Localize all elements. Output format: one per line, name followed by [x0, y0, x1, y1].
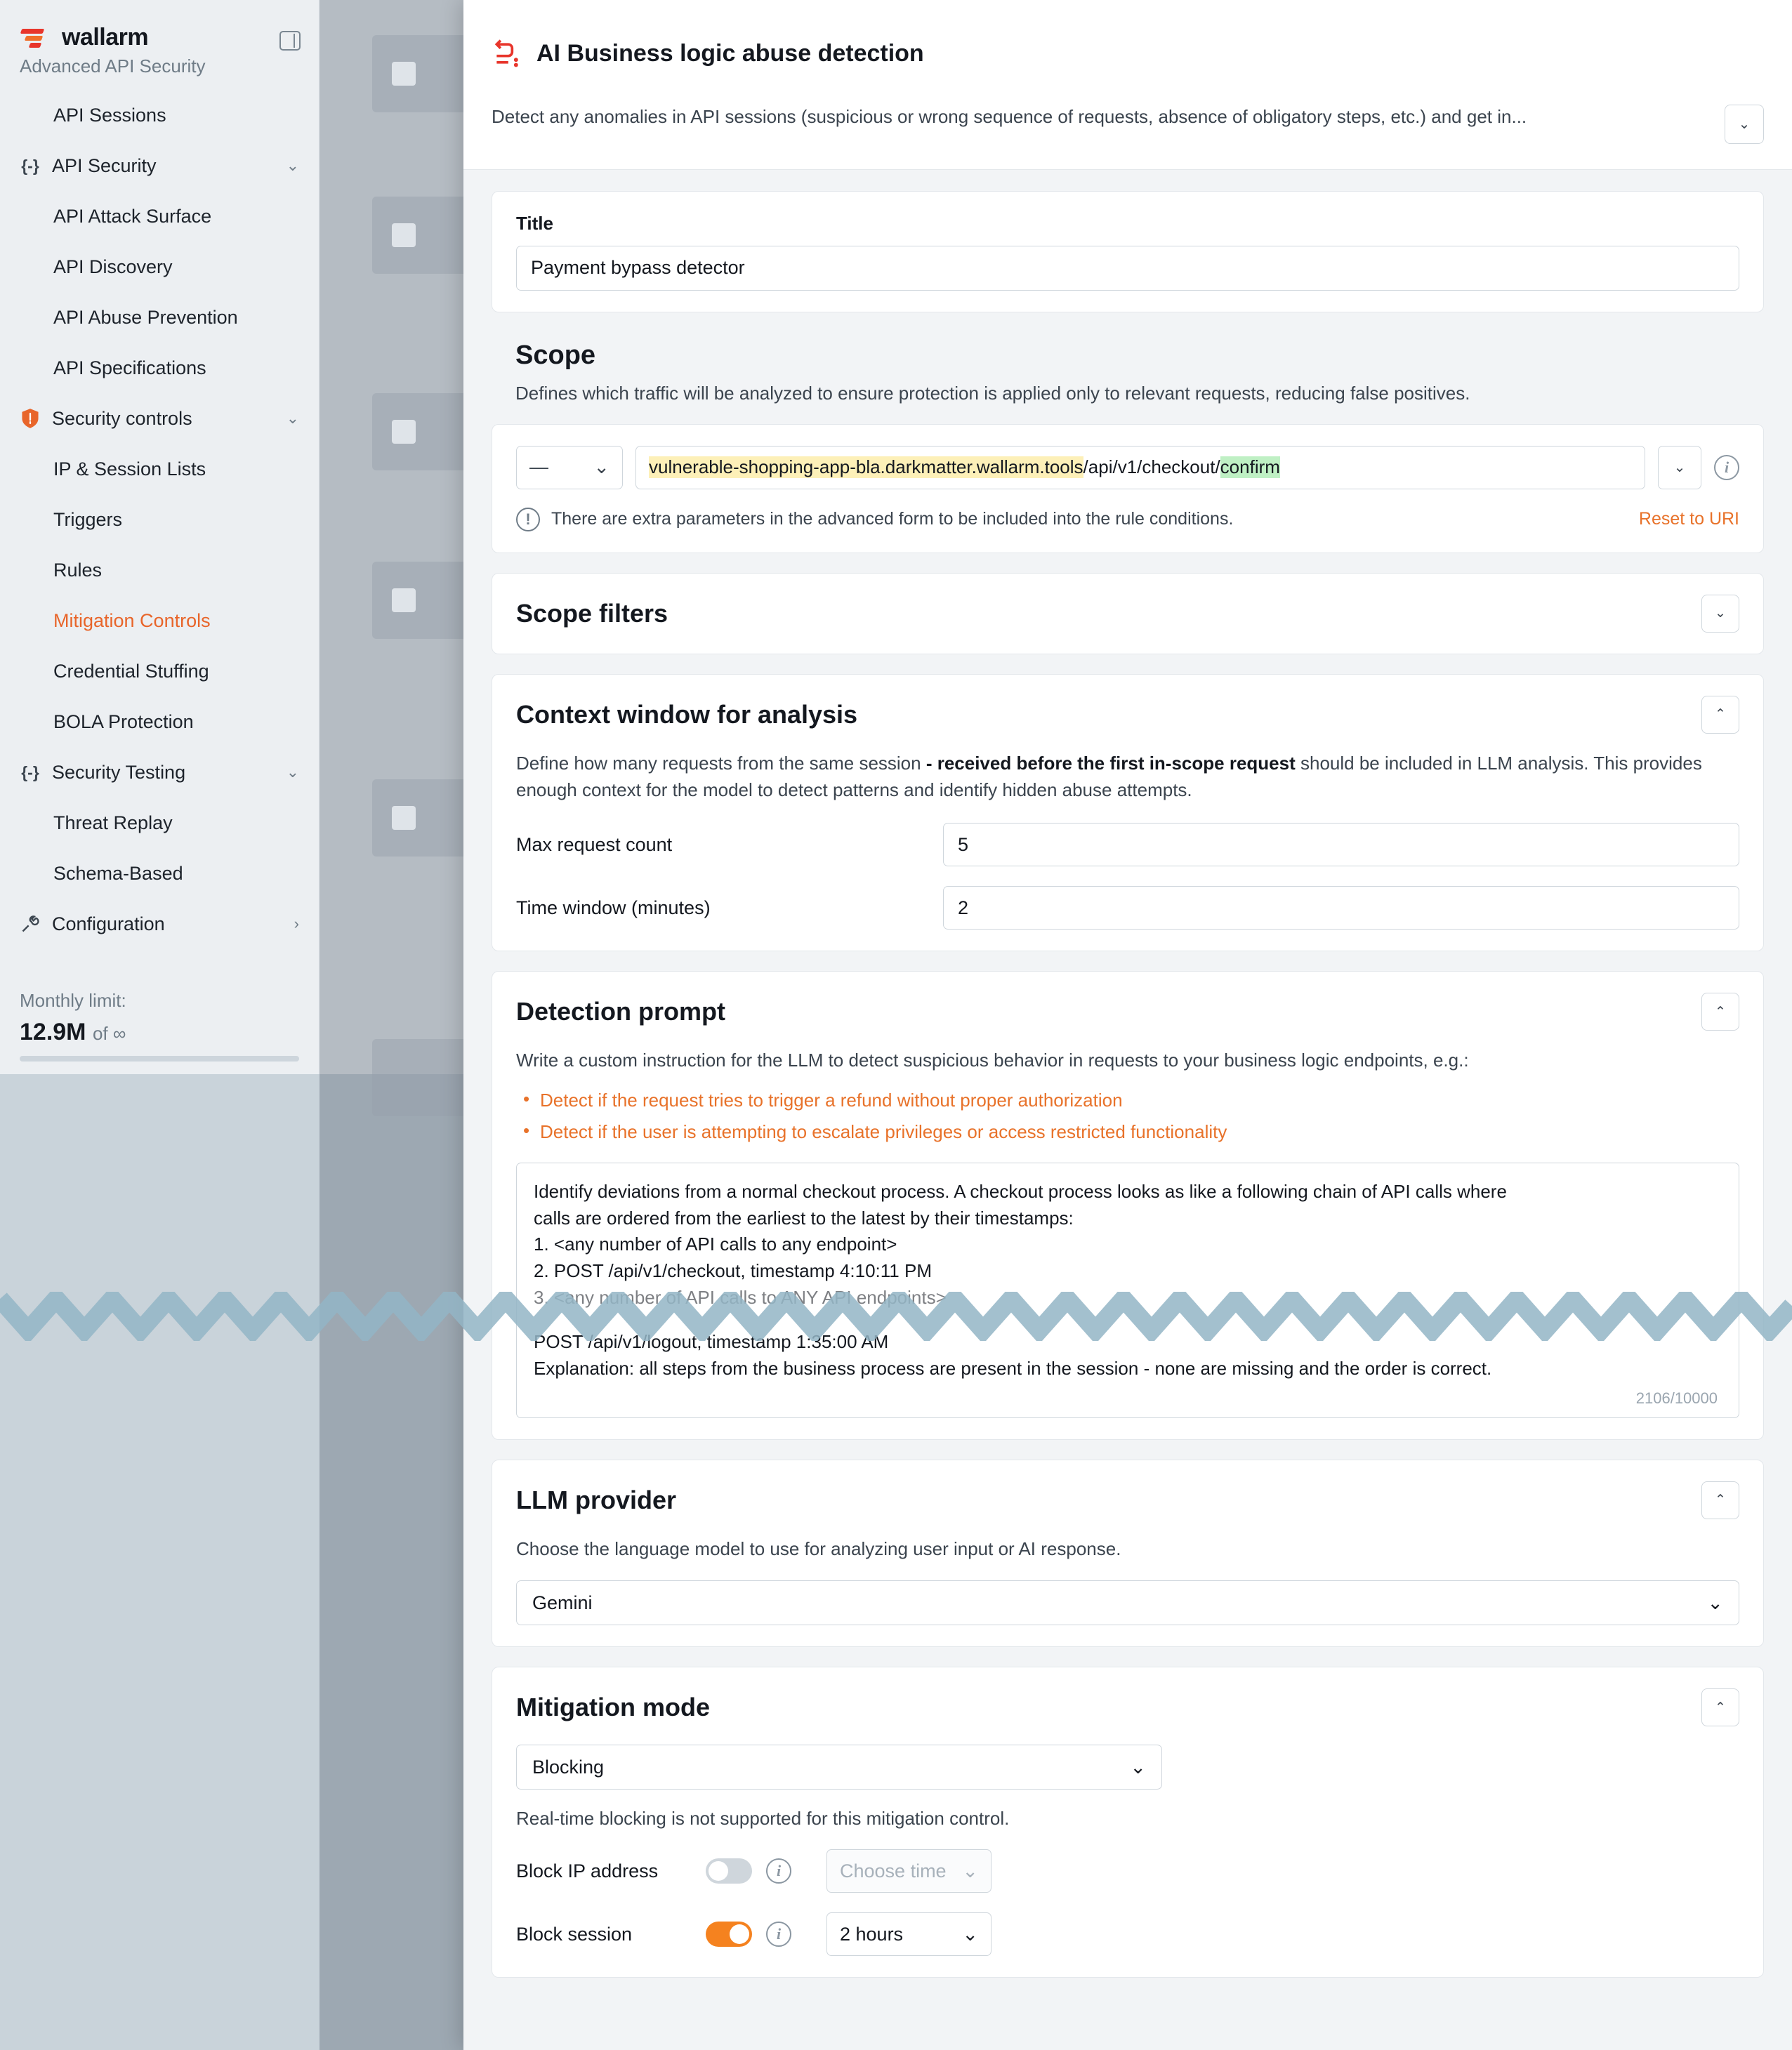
prompt-line: 2. POST /api/v1/checkout, timestamp 4:10:11 PM: [534, 1260, 932, 1282]
title-label: Title: [516, 212, 553, 234]
sidebar-item-schema-based[interactable]: [0, 848, 319, 899]
detection-prompt-textarea[interactable]: [516, 1163, 1739, 1418]
context-desc-bold: - received before the first in-scope request: [925, 752, 1296, 774]
llm-provider-description: Choose the language model to use for analyzing user input or AI response.: [516, 1538, 1121, 1559]
sidebar-item-label: Security controls: [52, 407, 192, 429]
sidebar-scrollbar[interactable]: [20, 1056, 299, 1062]
time-window-row: [516, 886, 1739, 930]
scope-subtitle: Defines which traffic will be analyzed to ensure protection is applied only to relevant requests, reducing false positives.: [515, 382, 1470, 404]
sidebar-item-rules[interactable]: [0, 545, 319, 595]
sidebar-item-label: Threat Replay: [53, 812, 173, 833]
sidebar-item-security-testing[interactable]: [0, 747, 319, 798]
ai-flow-icon: [492, 38, 522, 69]
page-title: AI Business logic abuse detection: [536, 39, 924, 67]
llm-provider-value: Gemini: [532, 1592, 593, 1613]
panel-collapse-icon[interactable]: [279, 31, 301, 51]
list-item: • Detect if the user is attempting to escalate privileges or access restricted functionality: [516, 1118, 1739, 1146]
sidebar-item-triggers[interactable]: [0, 494, 319, 545]
context-window-card: [492, 674, 1764, 951]
detection-prompt-card: [492, 971, 1764, 1440]
scope-heading: Scope: [515, 340, 596, 370]
block-ip-time-select[interactable]: [826, 1849, 991, 1893]
mitigation-mode-collapse-button[interactable]: ⌃: [1701, 1688, 1739, 1726]
max-request-count-input[interactable]: [943, 823, 1739, 866]
sidebar-item-api-abuse-prevention[interactable]: [0, 292, 319, 343]
sidebar-item-label: API Specifications: [53, 357, 206, 378]
sidebar-item-mitigation-controls[interactable]: [0, 595, 319, 646]
sidebar-item-label: Mitigation Controls: [53, 609, 211, 631]
block-ip-toggle[interactable]: [706, 1858, 752, 1884]
llm-provider-collapse-button[interactable]: ⌃: [1701, 1481, 1739, 1519]
scope-uri-input[interactable]: [635, 446, 1645, 489]
sidebar-item-label: Configuration: [52, 913, 165, 934]
info-icon[interactable]: i: [766, 1858, 791, 1884]
mitigation-mode-title: Mitigation mode: [516, 1693, 710, 1722]
detection-prompt-title: Detection prompt: [516, 997, 726, 1026]
llm-provider-select[interactable]: [516, 1580, 1739, 1625]
prompt-line: 3. <any number of API calls to ANY API endpoints>: [534, 1286, 947, 1308]
sidebar-item-ip-session-lists[interactable]: [0, 444, 319, 494]
chevron-right-icon: ›: [294, 915, 299, 932]
prompt-line: 1. <any number of API calls to any endpoint>: [534, 1234, 897, 1255]
scope-filters-expand-button[interactable]: ⌄: [1701, 595, 1739, 633]
wallarm-logo-icon: [20, 27, 52, 48]
brand-logo[interactable]: [0, 0, 319, 51]
chevron-down-icon: ⌄: [286, 157, 299, 174]
modal-body: [463, 170, 1792, 1978]
braces-icon: {-}: [21, 156, 39, 175]
sidebar-item-label: API Attack Surface: [53, 205, 212, 227]
sidebar-item-label: BOLA Protection: [53, 710, 194, 732]
max-request-count-row: [516, 823, 1739, 866]
modal-description: Detect any anomalies in API sessions (suspicious or wrong sequence of requests, absence of obligatory steps, etc.) and get in...: [492, 105, 1527, 127]
sidebar: [0, 0, 319, 1074]
sidebar-item-api-sessions[interactable]: [0, 90, 319, 140]
braces-icon: {-}: [21, 762, 39, 781]
monthly-limit: [0, 990, 319, 1074]
detection-prompt-examples: [516, 1087, 1739, 1146]
context-window-description: [516, 750, 1739, 803]
chevron-down-icon: ⌄: [286, 763, 299, 781]
chevron-down-icon: ⌄: [593, 456, 610, 478]
list-item: • Detect if the request tries to trigger a refund without proper authorization: [516, 1087, 1739, 1114]
scope-card: [492, 424, 1764, 553]
block-ip-label: Block IP address: [516, 1860, 659, 1882]
chevron-down-icon: ⌄: [286, 409, 299, 427]
reset-to-uri-link[interactable]: Reset to URI: [1638, 509, 1739, 529]
scope-note-text: There are extra parameters in the advanced form to be included into the rule conditions.: [551, 509, 1234, 529]
sidebar-item-label: IP & Session Lists: [53, 458, 206, 480]
sidebar-item-label: Triggers: [53, 508, 123, 530]
sidebar-item-security-controls[interactable]: [0, 393, 319, 444]
chevron-down-icon: ⌄: [962, 1860, 978, 1882]
title-card: [492, 191, 1764, 312]
row-checkbox[interactable]: [392, 62, 416, 86]
row-checkbox[interactable]: [392, 420, 416, 444]
scope-note-row: [516, 508, 1739, 531]
mitigation-mode-card: [492, 1667, 1764, 1978]
sidebar-item-label: Credential Stuffing: [53, 660, 209, 682]
mitigation-mode-value: Blocking: [532, 1756, 605, 1778]
scope-filters-title: Scope filters: [516, 598, 668, 628]
mitigation-mode-select[interactable]: [516, 1745, 1162, 1790]
sidebar-item-label: Security Testing: [52, 761, 186, 783]
ai-detection-modal: [463, 0, 1792, 2050]
prompt-line: Explanation: all steps from the business process are present in the session - none are missing and the order is correct.: [534, 1358, 1492, 1380]
sidebar-item-api-attack-surface[interactable]: [0, 191, 319, 242]
block-ip-row: [516, 1849, 1739, 1893]
alert-icon: !: [516, 508, 540, 531]
sidebar-item-credential-stuffing[interactable]: [0, 646, 319, 696]
wrench-icon: [20, 913, 41, 934]
scope-section: [492, 332, 1764, 406]
sidebar-item-configuration[interactable]: [0, 899, 319, 949]
chevron-down-icon: ⌄: [1130, 1756, 1146, 1778]
sidebar-item-label: API Security: [52, 154, 157, 176]
uri-path: /api/v1/checkout/: [1083, 456, 1220, 478]
block-ip-time-value: Choose time: [840, 1860, 947, 1882]
scope-uri-dropdown-button[interactable]: ⌄: [1658, 446, 1701, 489]
sidebar-item-label: Schema-Based: [53, 862, 183, 884]
block-session-time-select[interactable]: [826, 1912, 991, 1956]
title-input[interactable]: [516, 246, 1739, 291]
brand-subtitle: Advanced API Security: [20, 55, 206, 77]
http-method-select[interactable]: [516, 446, 623, 489]
uri-tail: confirm: [1220, 456, 1280, 478]
sidebar-item-api-security[interactable]: [0, 140, 319, 191]
row-checkbox[interactable]: [392, 806, 416, 830]
time-window-label: Time window (minutes): [516, 897, 711, 918]
modal-header: [463, 0, 1792, 105]
row-checkbox[interactable]: [392, 223, 416, 247]
brand-name: wallarm: [62, 24, 149, 51]
info-icon[interactable]: i: [1714, 455, 1739, 480]
prompt-line: Identify deviations from a normal checkout process. A checkout process looks as like a following chain of API calls where: [534, 1180, 1507, 1202]
monthly-limit-of: of ∞: [92, 1023, 126, 1044]
sidebar-item-label: API Discovery: [53, 256, 173, 277]
chevron-down-icon: ⌄: [1707, 1592, 1723, 1613]
context-window-collapse-button[interactable]: ⌃: [1701, 696, 1739, 734]
max-request-count-label: Max request count: [516, 833, 673, 855]
chevron-down-icon: ⌄: [962, 1923, 978, 1945]
block-session-toggle[interactable]: [706, 1922, 752, 1947]
context-desc-post: should be included in LLM analysis. This provides enough context for the model to detect patterns and identify hidden abuse attempts.: [516, 752, 1702, 800]
http-method-value: —: [529, 456, 548, 478]
sidebar-item-label: API Sessions: [53, 104, 166, 126]
block-session-row: [516, 1912, 1739, 1956]
prompt-line: POST /api/v1/logout, timestamp 1:35:00 AM: [534, 1331, 889, 1353]
sidebar-item-label: Rules: [53, 559, 103, 581]
uri-host: vulnerable-shopping-app-bla.darkmatter.wallarm.tools: [649, 456, 1083, 478]
sidebar-item-api-discovery[interactable]: [0, 242, 319, 292]
llm-provider-title: LLM provider: [516, 1485, 677, 1514]
block-session-time-value: 2 hours: [840, 1923, 904, 1945]
time-window-input[interactable]: [943, 886, 1739, 930]
prompt-character-counter: 2106/10000: [1635, 1389, 1718, 1407]
monthly-limit-label: Monthly limit:: [20, 990, 126, 1011]
context-window-title: Context window for analysis: [516, 699, 858, 729]
expand-description-button[interactable]: ⌄: [1725, 105, 1764, 144]
modal-description-row: [463, 105, 1792, 170]
info-icon[interactable]: i: [766, 1922, 791, 1947]
scope-row: [516, 446, 1739, 489]
sidebar-item-bola-protection[interactable]: [0, 696, 319, 747]
block-session-label: Block session: [516, 1923, 633, 1945]
monthly-limit-value: 12.9M: [20, 1019, 86, 1045]
mitigation-mode-note: Real-time blocking is not supported for this mitigation control.: [516, 1808, 1010, 1830]
shield-icon: [20, 408, 41, 429]
context-desc-pre: Define how many requests from the same session: [516, 752, 926, 774]
sidebar-item-label: API Abuse Prevention: [53, 306, 238, 328]
detection-prompt-description: Write a custom instruction for the LLM to detect suspicious behavior in requests to your business logic endpoints, e.g.:: [516, 1050, 1469, 1071]
sidebar-item-threat-replay[interactable]: [0, 798, 319, 848]
detection-prompt-collapse-button[interactable]: ⌃: [1701, 993, 1739, 1031]
row-checkbox[interactable]: [392, 588, 416, 612]
scope-filters-card: [492, 573, 1764, 654]
sidebar-item-api-specifications[interactable]: [0, 343, 319, 393]
llm-provider-card: [492, 1460, 1764, 1648]
prompt-line: calls are ordered from the earliest to the latest by their timestamps:: [534, 1207, 1074, 1229]
